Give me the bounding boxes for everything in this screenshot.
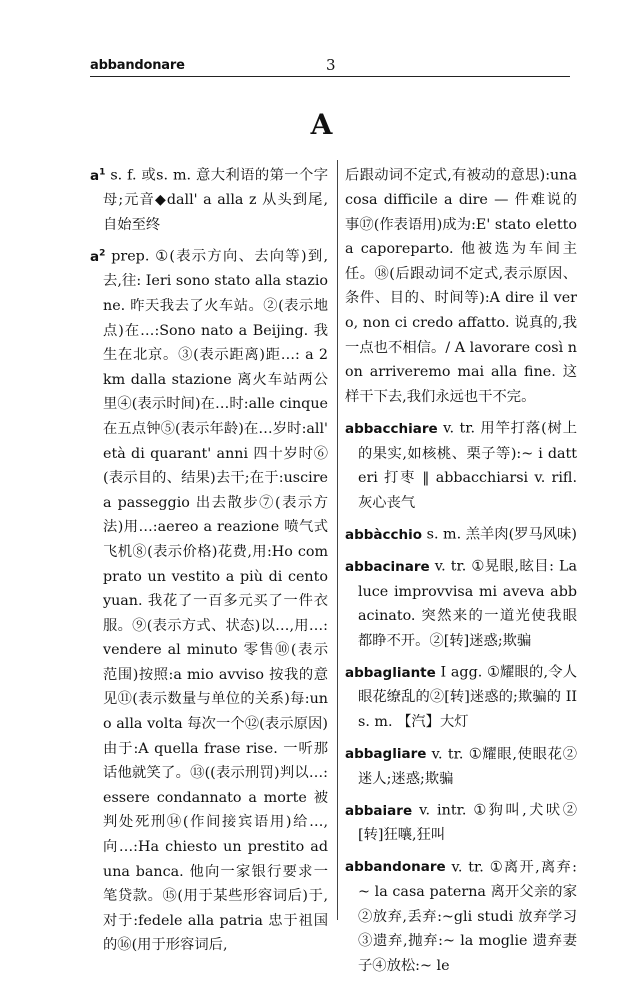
left-column xyxy=(90,160,328,962)
column-divider xyxy=(337,160,338,920)
dictionary-entry xyxy=(345,657,577,734)
entry-definition: v. tr. ①离开,离弃:~ la casa paterna 离开父亲的家②放弃,丢弃:~gli studi 放弃学习③遗弃,抛弃:~ la moglie 遗弃妻子④放松:~ le xyxy=(358,859,577,974)
entry-definition: v. tr. ①耀眼,使眼花②迷人;迷惑;欺骗 xyxy=(358,746,577,787)
dictionary-entry xyxy=(345,551,577,653)
entry-headword: abbagliante xyxy=(345,664,436,681)
right-column xyxy=(345,160,577,982)
entry-definition: I agg. ①耀眼的,令人眼花缭乱的②[转]迷惑的;欺骗的 II s. m. 【汽】大灯 xyxy=(358,664,577,730)
section-letter: A xyxy=(310,108,333,141)
dictionary-entry xyxy=(90,241,328,958)
running-header xyxy=(90,58,570,78)
page-number: 3 xyxy=(326,56,336,74)
entry-headword: $a^1$ xyxy=(90,167,106,184)
header-rule xyxy=(90,76,570,77)
dictionary-entry xyxy=(345,413,577,515)
entry-definition: v. tr. 用竿打落(树上的果实,如核桃、栗子等):~ i datteri 打枣 ‖ abbacchiarsi v. rifl. 灰心丧气 xyxy=(358,420,577,511)
entry-definition: s. f. 或s. m. 意大利语的第一个字母;元音◆dall' a alla z 从头到尾,自始至终 xyxy=(103,167,328,233)
entry-headword: abbagliare xyxy=(345,746,427,763)
dictionary-entry xyxy=(345,160,577,409)
dictionary-entry xyxy=(345,739,577,792)
entry-headword: abbacinare xyxy=(345,558,430,575)
entry-headword: abbaiare xyxy=(345,802,413,819)
dictionary-entry xyxy=(345,852,577,978)
entry-headword: abbàcchio xyxy=(345,526,423,543)
entry-headword: abbacchiare xyxy=(345,420,438,437)
entry-definition: v. tr. ①晃眼,眩目: La luce improvvisa mi aveva abbacinato. 突然来的一道光使我眼都睁不开。②[转]迷惑;欺骗 xyxy=(358,558,577,649)
entry-headword: $a^2$ xyxy=(90,248,106,265)
entry-definition: v. intr. ①狗叫,犬吠②[转]狂嚷,狂叫 xyxy=(358,802,577,844)
dictionary-entry xyxy=(90,160,328,237)
entry-definition: prep. ①(表示方向、去向等)到,去,往: Ieri sono stato alla stazione. 昨天我去了火车站。②(表示地点)在…:Sono nato a Beijing. 我生在北京。③(表示距离)距…: a 2 km dalla stazione 离火车站两公里④(表示时间)在…时:alle cinque 在五点钟⑤(表示年龄)在…岁时:all' età di quarant' anni 四十岁时⑥(表示目的、结果)去干;在于:uscire a passeggio 出去散步⑦(表示方法)用…:aereo a reazione 喷气式飞机⑧(表示价格)花费,用:Ho comprato un vestito a più di cento yuan. 我花了一百多元买了一件衣服。⑨(表示方式、状态)以…,用…:vendere al minuto 零售⑩(表示范围)按照:a mio avviso 按我的意见⑪(表示数量与单位的关系)每:uno alla volta 每次一个⑫(表示原因)由于:A quella frase rise. 一听那话他就笑了。⑬((表示刑罚)判以…:essere condannato a morte 被判处死刑⑭(作间接宾语用)给…,向…:Ha chiesto un prestito ad una banca. 他向一家银行要求一笔贷款。⑮(用于某些形容词后)于,对于:fedele alla patria 忠于祖国的⑯(用于形容词后, xyxy=(103,248,328,954)
entry-definition: 后跟动词不定式,有被动的意思):una cosa difficile a dire — 件难说的事⑰(作表语用)成为:E' stato eletto a caporeparto. 他被选为车间主任。⑱(后跟动词不定式,表示原因、条件、目的、时间等):A dire il vero, non ci credo affatto. 说真的,我一点也不相信。/ A lavorare così non arriveremo mai alla fine. 这样干下去,我们永远也干不完。 xyxy=(345,167,577,405)
entry-definition: s. m. 羔羊肉(罗马风味) xyxy=(422,526,577,543)
guide-word: abbandonare xyxy=(90,58,185,73)
dictionary-entry xyxy=(345,519,577,547)
entry-headword: abbandonare xyxy=(345,859,446,876)
dictionary-entry xyxy=(345,795,577,848)
